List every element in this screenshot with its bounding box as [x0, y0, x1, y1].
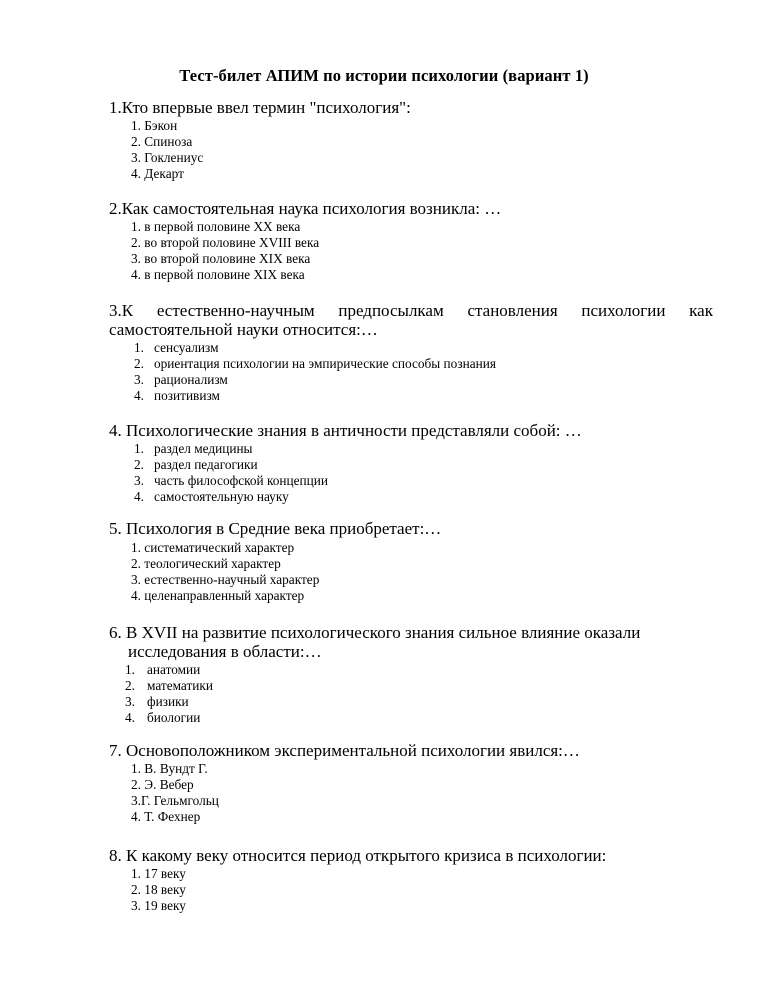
question-3-word: становления	[467, 301, 558, 320]
question-5-text: 5. Психология в Средние века приобретает:…	[109, 519, 442, 538]
question-4-option-1	[134, 441, 253, 457]
option-number: 4.	[125, 710, 135, 725]
question-1-option-3: 3. Гоклениус	[131, 150, 204, 165]
option-number: 2.	[134, 457, 144, 472]
question-2-option-3: 3. во второй половине XIX века	[131, 251, 311, 266]
option-text: раздел медицины	[154, 441, 253, 456]
option-text: ориентация психологии на эмпирические способы познания	[154, 356, 496, 371]
option-text: самостоятельную науку	[154, 489, 289, 504]
question-4-text: 4. Психологические знания в античности представляли собой: …	[109, 421, 582, 440]
option-text: часть философской концепции	[154, 473, 329, 488]
question-3-word: как	[689, 301, 713, 320]
question-1-option-1: 1. Бэкон	[131, 118, 178, 133]
question-5-option-3: 3. естественно-научный характер	[131, 572, 320, 587]
question-8-option-1: 1. 17 веку	[131, 866, 186, 881]
question-6-text-line-2: исследования в области:…	[128, 642, 322, 661]
question-1-text: 1.Кто впервые ввел термин "психология":	[109, 98, 411, 117]
question-7-option-2: 2. Э. Вебер	[131, 777, 194, 792]
option-number: 3.	[134, 473, 144, 488]
question-2-option-1: 1. в первой половине XX века	[131, 219, 301, 234]
document-title: Тест-билет АПИМ по истории психологии (вариант 1)	[179, 66, 589, 85]
option-number: 4.	[134, 489, 144, 504]
question-4-option-4	[134, 489, 289, 505]
question-4-option-2	[134, 457, 258, 473]
question-7-option-4: 4. Т. Фехнер	[131, 809, 201, 824]
option-text: рационализм	[154, 372, 228, 387]
question-6-option-1	[125, 662, 200, 678]
option-number: 3.	[125, 694, 135, 709]
question-8-option-3: 3. 19 веку	[131, 898, 186, 913]
question-6-option-4	[125, 710, 200, 726]
question-4-option-3	[134, 473, 328, 489]
question-1-option-2: 2. Спиноза	[131, 134, 193, 149]
question-3-line-2: самостоятельной науки относится:…	[109, 320, 378, 339]
option-text: математики	[147, 678, 213, 693]
option-text: сенсуализм	[154, 340, 219, 355]
option-number: 1.	[134, 441, 144, 456]
question-1-option-4: 4. Декарт	[131, 166, 184, 181]
question-3-word: естественно-научным	[156, 301, 315, 320]
option-text: позитивизм	[154, 388, 220, 403]
option-number: 1.	[134, 340, 144, 355]
question-3-option-1	[134, 340, 219, 356]
question-3-option-2	[134, 356, 496, 372]
question-8-option-2: 2. 18 веку	[131, 882, 186, 897]
option-text: физики	[147, 694, 189, 709]
question-3-word: предпосылкам	[338, 301, 444, 320]
question-5-option-4: 4. целенаправленный характер	[131, 588, 305, 603]
option-number: 2.	[134, 356, 144, 371]
question-3-option-3	[134, 372, 228, 388]
option-number: 1.	[125, 662, 135, 677]
question-5-option-2: 2. теологический характер	[131, 556, 281, 571]
question-5-option-1: 1. систематический характер	[131, 540, 295, 555]
question-2-text: 2.Как самостоятельная наука психология возникла: …	[109, 199, 502, 218]
option-text: биологии	[147, 710, 201, 725]
question-3-word: психологии	[581, 301, 666, 320]
question-8-text: 8. К какому веку относится период открытого кризиса в психологии:	[109, 846, 607, 865]
question-6-text-line-1: 6. В XVII на развитие психологического знания сильное влияние оказали	[109, 623, 641, 642]
question-7-text: 7. Основоположником экспериментальной психологии явился:…	[109, 741, 580, 760]
question-3-word: 3.К	[109, 301, 134, 320]
question-3-option-4	[134, 388, 220, 404]
option-number: 4.	[134, 388, 144, 403]
option-text: раздел педагогики	[154, 457, 258, 472]
question-7-option-3: 3.Г. Гельмгольц	[131, 793, 219, 808]
question-6-option-2	[125, 678, 213, 694]
question-2-option-2: 2. во второй половине XVIII века	[131, 235, 320, 250]
option-text: анатомии	[147, 662, 201, 677]
question-2-option-4: 4. в первой половине XIX века	[131, 267, 305, 282]
option-number: 2.	[125, 678, 135, 693]
question-7-option-1: 1. В. Вундт Г.	[131, 761, 208, 776]
option-number: 3.	[134, 372, 144, 387]
question-6-option-3	[125, 694, 189, 710]
